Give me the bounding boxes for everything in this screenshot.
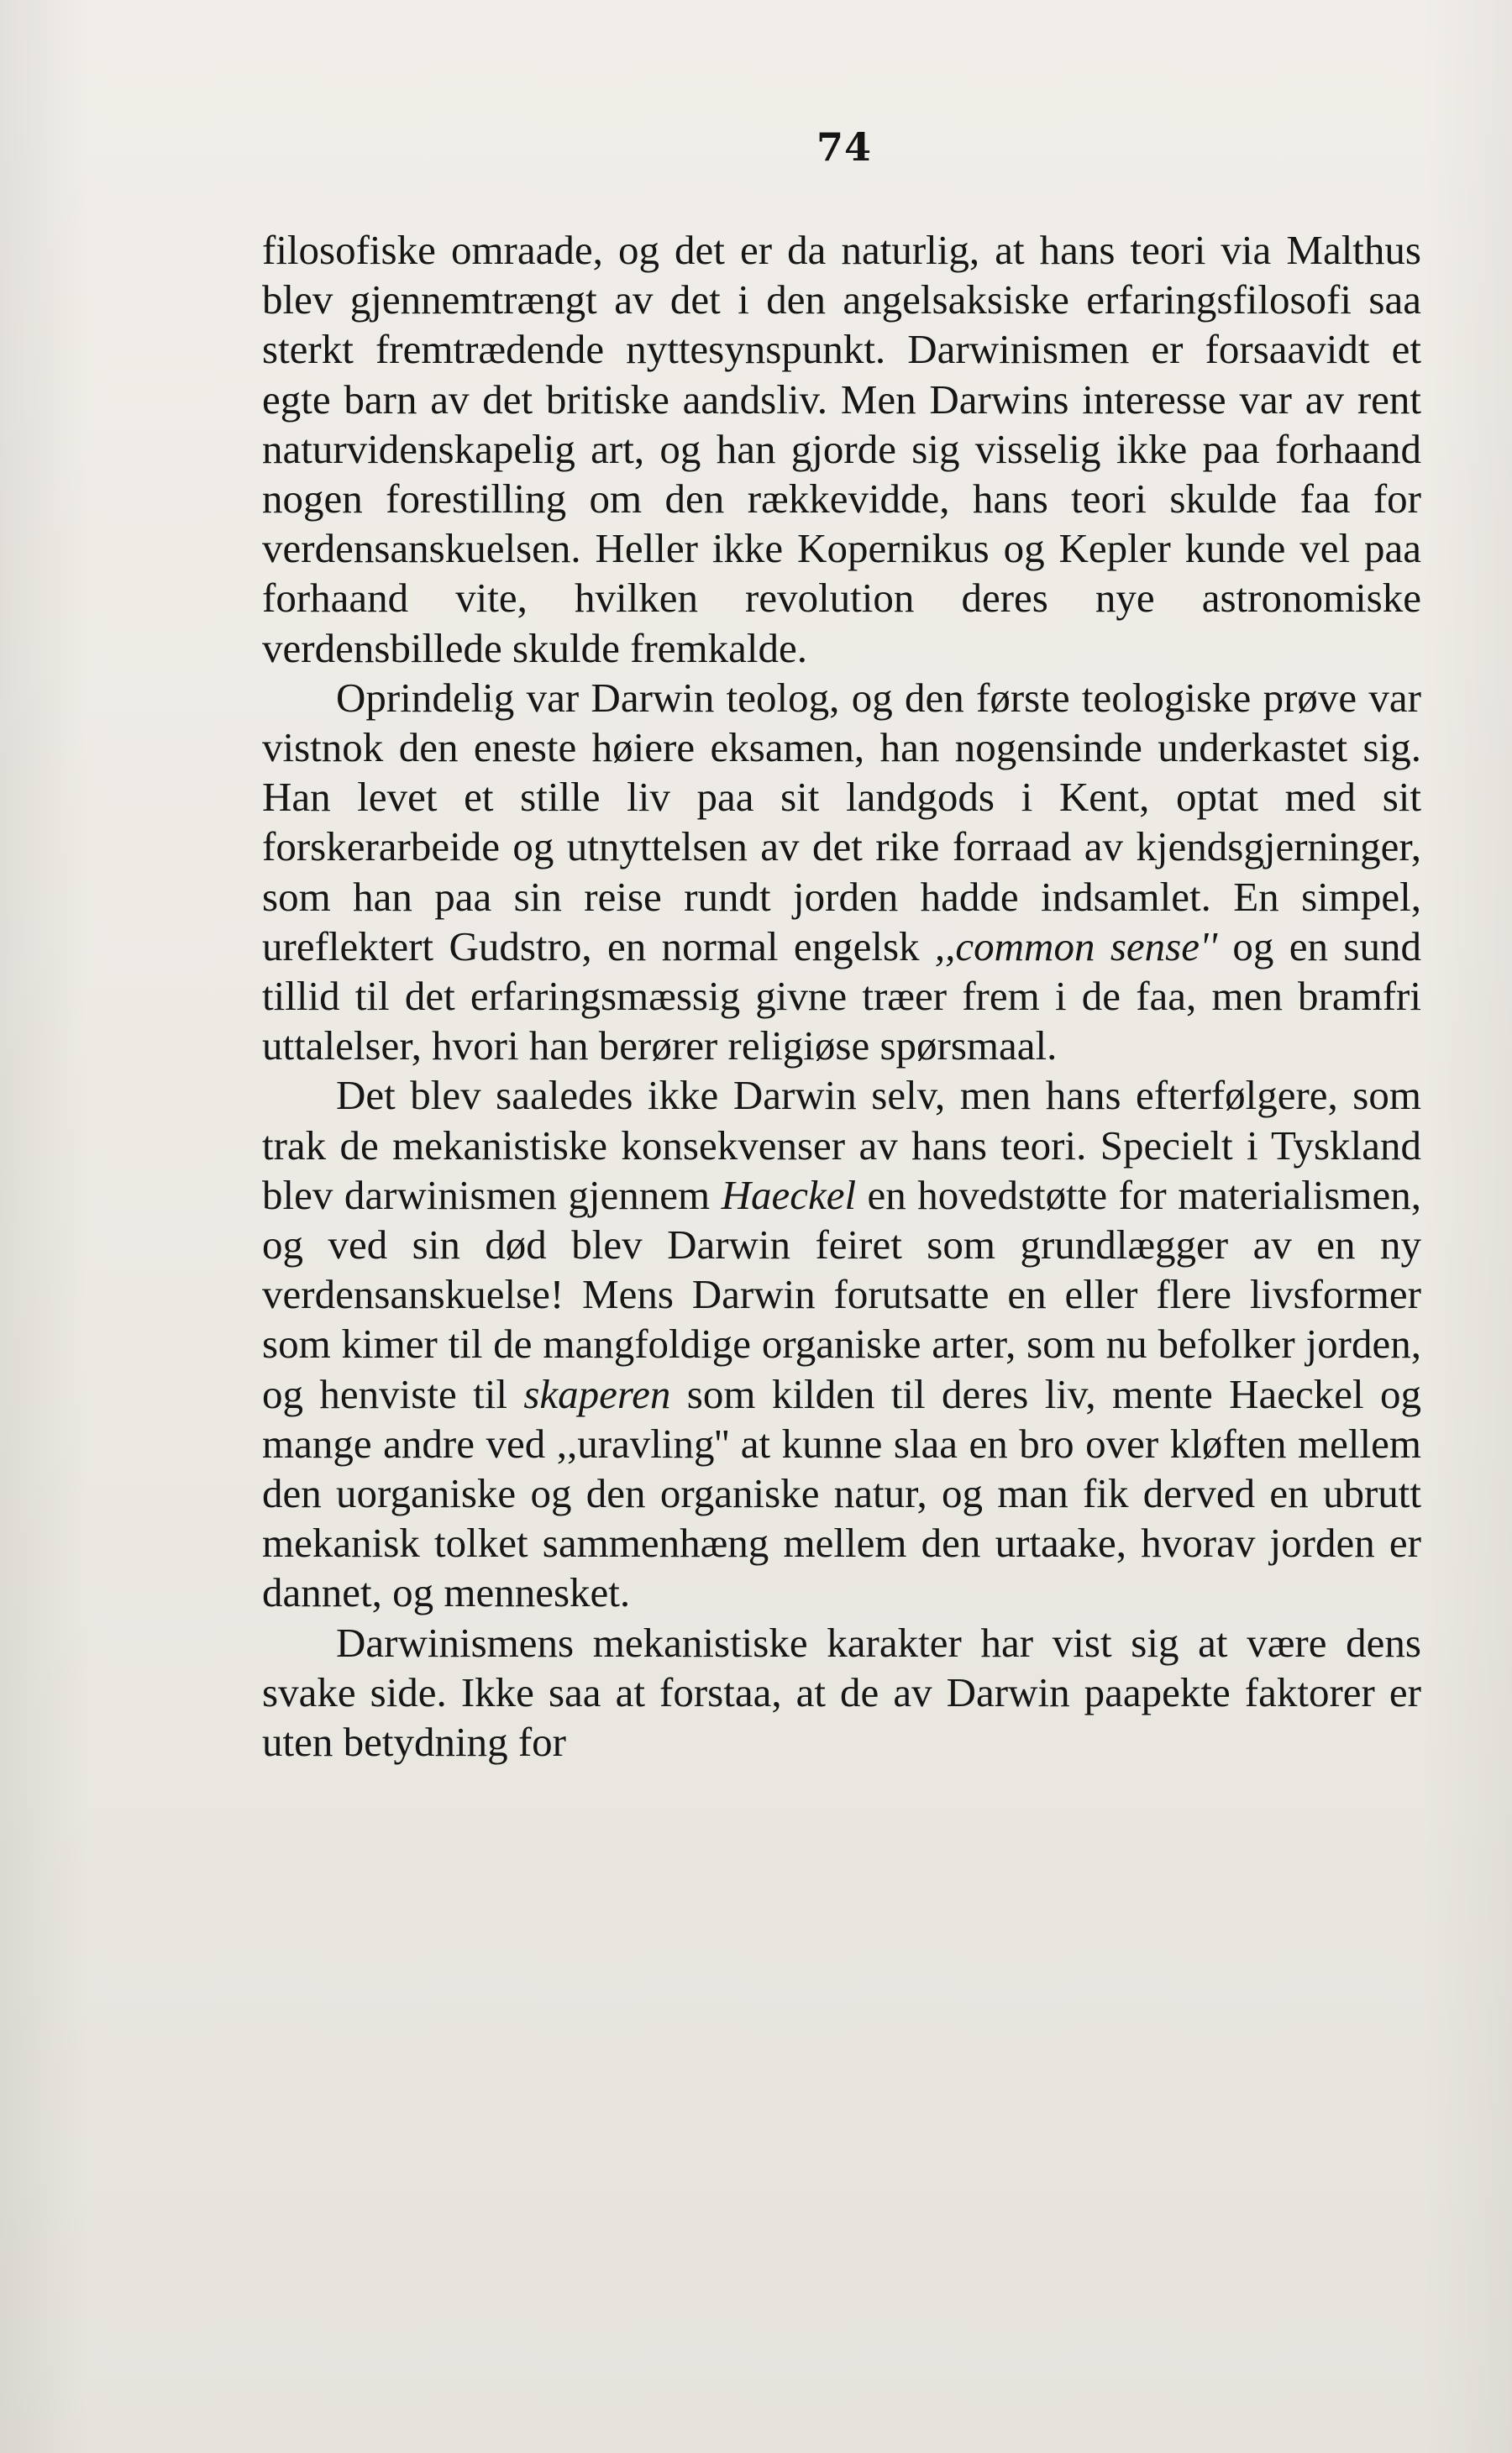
paragraph (262, 225, 1421, 673)
paragraph (262, 673, 1421, 1071)
text-run: Det blev saaledes ikke Darwin selv, men hans efterfølgere, som trak de mekanistiske konsekvenser av hans teori. Specielt i Tyskland blev darwinismen gjennem (262, 1072, 1421, 1218)
page-number: 74 (816, 124, 872, 170)
body-text (262, 225, 1421, 1767)
paragraph (262, 1070, 1421, 1617)
text-run: og en sund tillid til det erfaringsmæssig givne træer frem i de faa, men bramfri uttalelser, hvori han berører religiøse spørsmaal. (262, 922, 1421, 1069)
text-run: Darwinismens mekanistiske karakter har vist sig at være dens svake side. Ikke saa at forstaa, at de av Darwin paapekte faktorer er uten betydning for (262, 1619, 1421, 1766)
text-run: Oprindelig var Darwin teolog, og den første teologiske prøve var vistnok den eneste høiere eksamen, han nogensinde underkastet sig. Han levet et stille liv paa sit landgods i Kent, optat med sit forskerarbeide og utnyttelsen av det rike forraad av kjendsgjerninger, som han paa sin reise rundt jorden hadde indsamlet. En simpel, ureflektert Gudstro, en normal engelsk (262, 674, 1421, 969)
text-run: filosofiske omraade, og det er da naturlig, at hans teori via Malthus blev gjennemtrængt av det i den angelsaksiske erfaringsfilosofi saa sterkt fremtrædende nyttesynspunkt. Darwinismen er forsaavidt et egte barn av det britiske aandsliv. Men Darwins interesse var av rent naturvidenskapelig art, og han gjorde sig visselig ikke paa forhaand nogen forestilling om den rækkevidde, hans teori skulde faa for verdensanskuelsen. Heller ikke Kopernikus og Kepler kunde vel paa forhaand vite, hvilken revolution deres nye astronomiske verdensbillede skulde fremkalde. (262, 227, 1421, 671)
italic-text: Haeckel (721, 1171, 857, 1218)
italic-text: ,,common sense'' (934, 922, 1217, 969)
text-run: en hovedstøtte for materialismen, og ved sin død blev Darwin feiret som grundlægger av en ny verdensanskuelse! Mens Darwin forutsatte en eller flere livsformer som kimer til de mangfoldige organiske arter, som nu befolker jorden, og henviste til (262, 1171, 1422, 1417)
paragraph (262, 1618, 1421, 1768)
italic-text: skaperen (523, 1370, 671, 1417)
text-run: som kilden til deres liv, mente Haeckel og mange andre ved ,,uravling'' at kunne slaa en bro over kløften mellem den uorganiske og den organiske natur, og man fik derved en ubrutt mekanisk tolket sammenhæng mellem den urtaake, hvorav jorden er dannet, og mennesket. (262, 1370, 1421, 1616)
